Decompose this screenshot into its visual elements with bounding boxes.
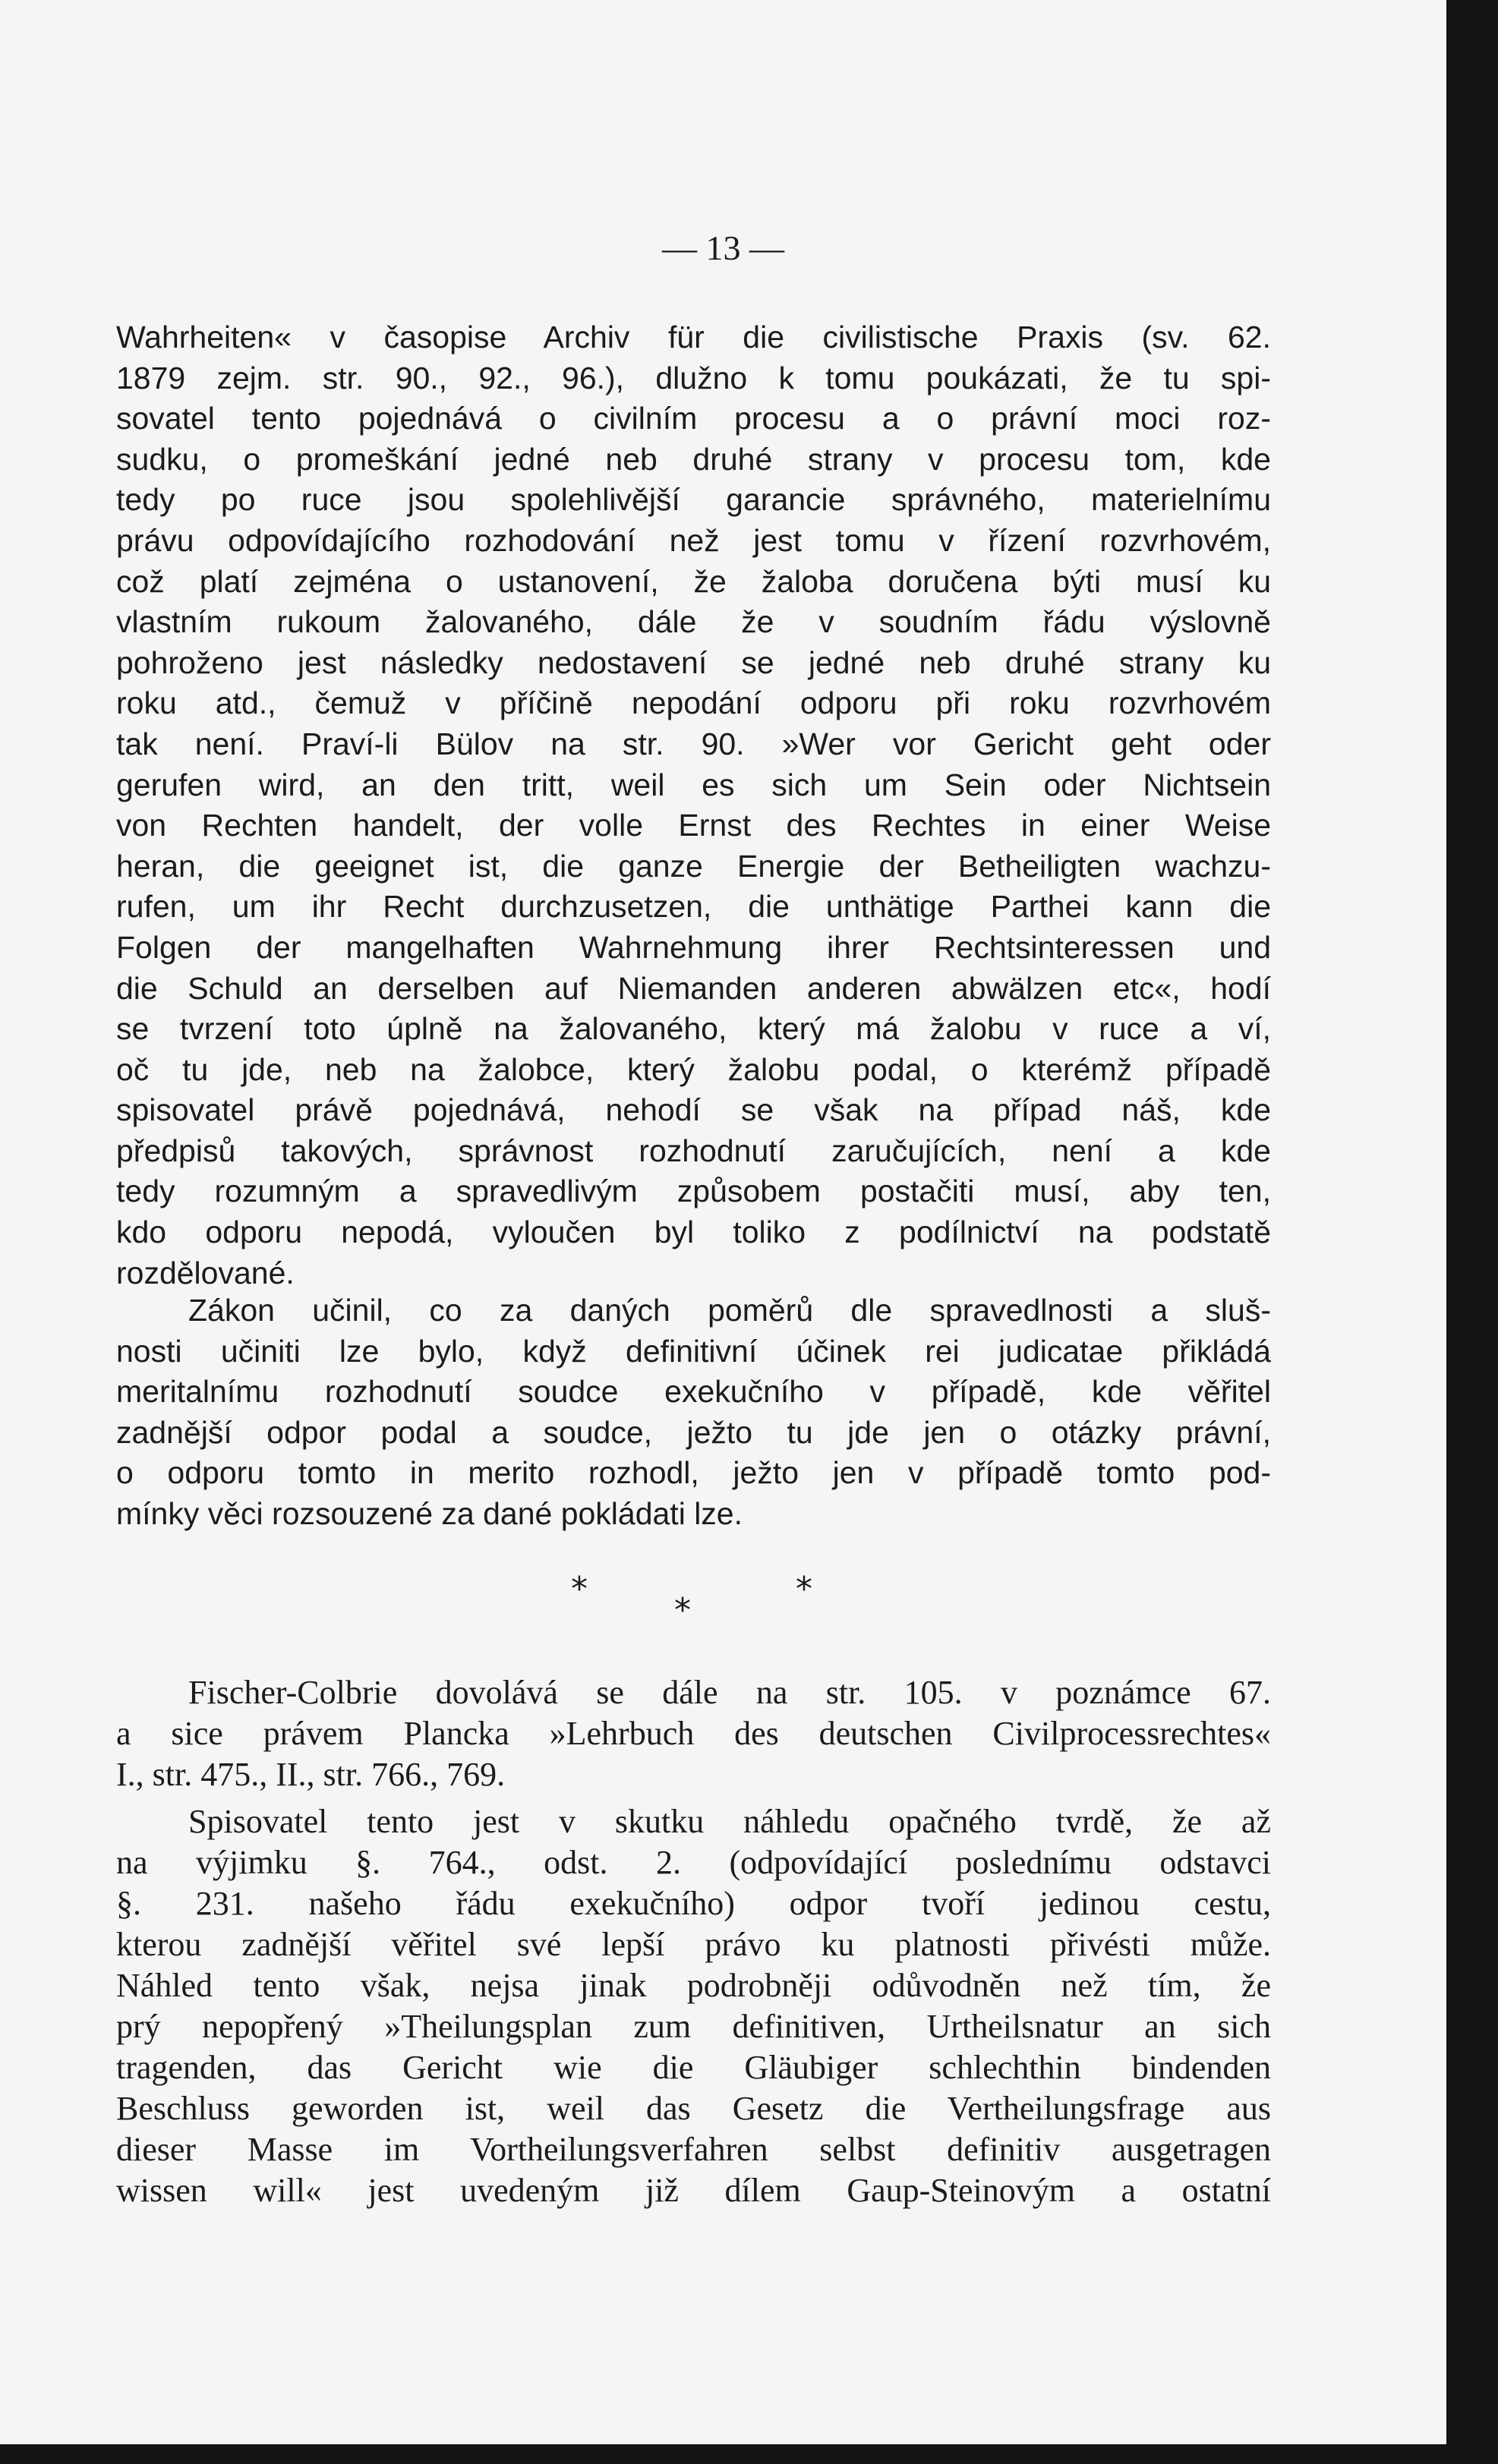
text-line: mínky věci rozsouzené za dané pokládati lze.: [116, 1495, 743, 1531]
asterisk-ornament: *: [674, 1591, 691, 1630]
text-line: Náhled tento však, nejsa jinak podrobněji odůvodněn než tím, že: [116, 1967, 1271, 2004]
text-line: 1879 zejm. str. 90., 92., 96.), dlužno k tomu poukázati, že tu spi-: [116, 360, 1271, 395]
text-line: Spisovatel tento jest v skutku náhledu opačného tvrdě, že až: [188, 1803, 1271, 1840]
paragraph-spisovatel: [116, 1801, 1271, 2211]
text-line: I., str. 475., II., str. 766., 769.: [116, 1756, 506, 1793]
text-line: na výjimku §. 764., odst. 2. (odpovídající poslednímu odstavci: [116, 1844, 1271, 1881]
text-line: pohroženo jest následky nedostavení se jedné neb druhé strany ku: [116, 644, 1271, 680]
paragraph-fischer-colbrie: [116, 1672, 1271, 1795]
text-line: právu odpovídajícího rozhodování než jest tomu v řízení rozvrhovém,: [116, 522, 1271, 558]
text-line: rozdělované.: [116, 1255, 295, 1290]
text-line: tedy po ruce jsou spolehlivější garancie správného, materielnímu: [116, 482, 1271, 518]
text-line: oč tu jde, neb na žalobce, který žalobu podal, o kterémž případě: [116, 1051, 1271, 1087]
text-line: rufen, um ihr Recht durchzusetzen, die unthätige Parthei kann die: [116, 889, 1271, 925]
text-line: gerufen wird, an den tritt, weil es sich um Sein oder Nichtsein: [116, 767, 1271, 802]
text-line: kterou zadnější věřitel své lepší právo ku platnosti přivésti může.: [116, 1926, 1271, 1963]
asterisk-ornament: *: [571, 1570, 588, 1609]
text-line: die Schuld an derselben auf Niemanden anderen abwälzen etc«, hodí: [116, 970, 1271, 1006]
asterisk-ornament: *: [796, 1570, 812, 1609]
text-line: sudku, o promeškání jedné neb druhé strany v procesu tom, kde: [116, 441, 1271, 477]
text-line: vlastním rukoum žalovaného, dále že v soudním řádu výslovně: [116, 604, 1271, 640]
text-line: zadnější odpor podal a soudce, ježto tu jde jen o otázky právní,: [116, 1414, 1271, 1450]
text-line: Wahrheiten« v časopise Archiv für die civilistische Praxis (sv. 62.: [116, 320, 1271, 354]
text-line: von Rechten handelt, der volle Ernst des Rechtes in einer Weise: [116, 808, 1271, 843]
text-line: roku atd., čemuž v příčině nepodání odporu při roku rozvrhovém: [116, 685, 1271, 721]
text-line: se tvrzení toto úplně na žalovaného, který má žalobu v ruce a ví,: [116, 1011, 1271, 1047]
page-number: — 13 —: [662, 228, 784, 267]
text-line: dieser Masse im Vortheilungsverfahren selbst definitiv ausgetragen: [116, 2131, 1271, 2168]
text-line: Beschluss geworden ist, weil das Gesetz die Vertheilungsfrage aus: [116, 2090, 1271, 2127]
text-line: tak není. Praví-li Bülov na str. 90. »Wer vor Gericht geht oder: [116, 726, 1271, 761]
text-line: spisovatel právě pojednává, nehodí se však na případ náš, kde: [116, 1092, 1271, 1128]
text-line: nosti učiniti lze bylo, když definitivní účinek rei judicatae přikládá: [116, 1333, 1271, 1369]
text-line: sovatel tento pojednává o civilním procesu a o právní moci roz-: [116, 401, 1271, 436]
text-line: Folgen der mangelhaften Wahrnehmung ihrer Rechtsinteressen und: [116, 929, 1271, 965]
text-line: tedy rozumným a spravedlivým způsobem postačiti musí, aby ten,: [116, 1174, 1271, 1209]
text-line: heran, die geeignet ist, die ganze Energie der Betheiligten wachzu-: [116, 848, 1271, 884]
paragraph-wahrheiten: [116, 317, 1271, 1293]
text-line: tragenden, das Gericht wie die Gläubiger schlechthin bindenden: [116, 2049, 1271, 2086]
text-line: předpisů takových, správnost rozhodnutí zaručujících, není a kde: [116, 1133, 1271, 1168]
text-line: wissen will« jest uvedeným již dílem Gaup-Steinovým a ostatní: [116, 2172, 1271, 2209]
section-separator: [0, 1570, 1446, 1638]
text-line: meritalnímu rozhodnutí soudce exekučního v případě, kde věřitel: [116, 1374, 1271, 1410]
paragraph-zakon: [116, 1290, 1271, 1535]
text-line: a sice právem Plancka »Lehrbuch des deutschen Civilprocessrechtes«: [116, 1715, 1271, 1752]
text-line: o odporu tomto in merito rozhodl, ježto jen v případě tomto pod-: [116, 1455, 1271, 1491]
text-line: prý nepopřený »Theilungsplan zum definitiven, Urtheilsnatur an sich: [116, 2008, 1271, 2045]
text-line: kdo odporu nepodá, vyloučen byl toliko z podílnictví na podstatě: [116, 1215, 1271, 1250]
text-line: Fischer-Colbrie dovolává se dále na str. 105. v poznámce 67.: [188, 1674, 1271, 1711]
text-line: což platí zejména o ustanovení, že žaloba doručena býti musí ku: [116, 563, 1271, 599]
text-line: Zákon učinil, co za daných poměrů dle spravedlnosti a sluš-: [188, 1293, 1271, 1328]
text-line: §. 231. našeho řádu exekučního) odpor tvoří jedinou cestu,: [116, 1885, 1271, 1922]
